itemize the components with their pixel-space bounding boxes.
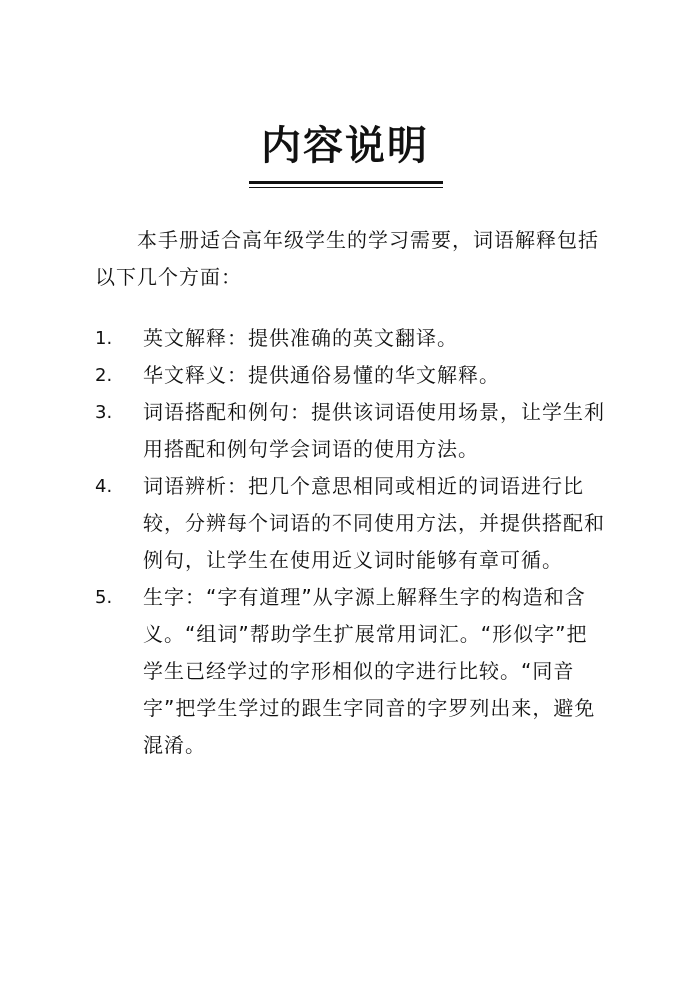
title-underline-thick	[249, 181, 443, 184]
list-item-number: 1.	[95, 328, 113, 349]
list-item-text: 英文解释：提供准确的英文翻译。	[143, 326, 458, 350]
explanation-list	[95, 320, 615, 764]
intro-paragraph: 本手册适合高年级学生的学习需要，词语解释包括以下几个方面：	[95, 228, 599, 289]
list-item-number: 4.	[95, 476, 113, 497]
list-item-text: 华文释义：提供通俗易懂的华文解释。	[143, 363, 500, 387]
list-item	[95, 468, 615, 579]
list-item	[95, 320, 615, 357]
list-item-text: 词语搭配和例句：提供该词语使用场景，让学生利用搭配和例句学会词语的使用方法。	[143, 400, 605, 461]
list-item	[95, 579, 615, 764]
list-item-text: 词语辨析：把几个意思相同或相近的词语进行比较，分辨每个词语的不同使用方法，并提供搭配和例句，让学生在使用近义词时能够有章可循。	[143, 474, 605, 572]
list-item-number: 3.	[95, 402, 113, 423]
title-underline-thin	[249, 187, 443, 188]
list-item-number: 2.	[95, 365, 113, 386]
list-item	[95, 394, 615, 468]
list-item	[95, 357, 615, 394]
page-title: 内容说明	[261, 123, 429, 169]
list-item-number: 5.	[95, 587, 113, 608]
list-item-text: 生字：“字有道理”从字源上解释生字的构造和含义。“组词”帮助学生扩展常用词汇。“形似字”把学生已经学过的字形相似的字进行比较。“同音字”把学生学过的跟生字同音的字罗列出来，避免混淆。	[143, 585, 596, 757]
